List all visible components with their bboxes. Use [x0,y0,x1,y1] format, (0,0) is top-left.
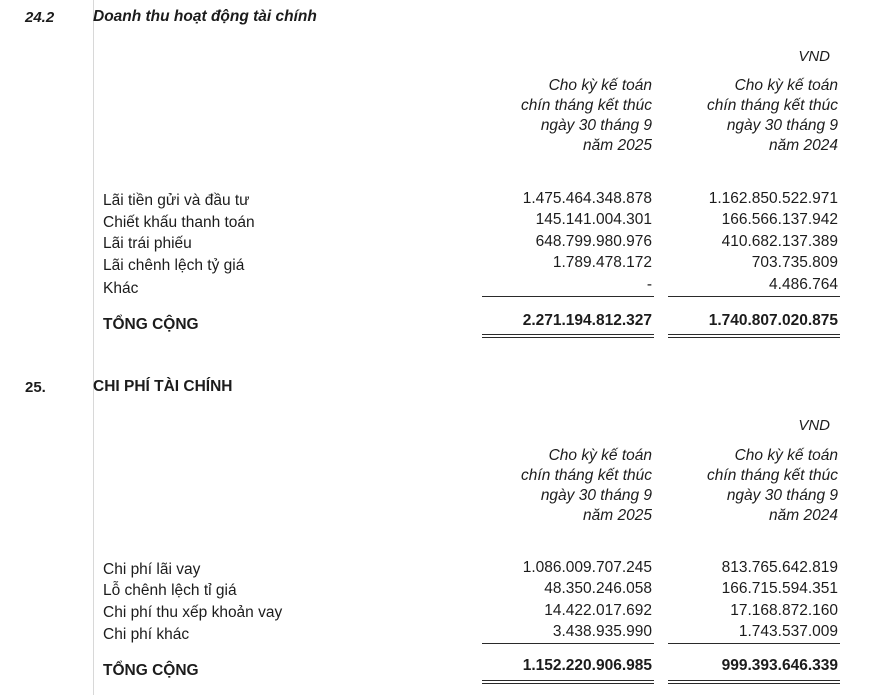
value-2024: 17.168.872.160 [730,602,838,619]
row-label: Khác [103,280,139,297]
value-2025: 3.438.935.990 [552,623,652,640]
total-2024: 1.740.807.020.875 [708,312,838,329]
section-number: 25. [25,379,46,396]
row-label: Chi phí thu xếp khoản vay [103,604,283,621]
currency-unit: VND [798,417,830,434]
currency-unit: VND [798,48,830,65]
total-2025: 2.271.194.812.327 [522,312,652,329]
section-title: Doanh thu hoạt động tài chính [93,8,317,25]
row-label: Lãi tiền gửi và đầu tư [103,192,250,209]
value-2024: 813.765.642.819 [721,559,838,576]
column-header-2025: Cho kỳ kế toán chín tháng kết thúc ngày 30 tháng 9 năm 2025 [521,77,652,154]
value-2025: - [646,276,652,293]
value-2024: 1.162.850.522.971 [708,190,838,207]
value-2024: 166.715.594.351 [721,580,838,597]
value-2025: 1.789.478.172 [552,254,652,271]
value-2024: 4.486.764 [769,276,838,293]
column-header-2024: Cho kỳ kế toán chín tháng kết thúc ngày 30 tháng 9 năm 2024 [707,447,838,524]
value-2024: 410.682.137.389 [721,233,838,250]
column-header-2024: Cho kỳ kế toán chín tháng kết thúc ngày 30 tháng 9 năm 2024 [707,77,838,154]
row-label: Lãi chênh lệch tỷ giá [103,257,245,274]
section-number: 24.2 [25,9,55,26]
column-header-2025: Cho kỳ kế toán chín tháng kết thúc ngày 30 tháng 9 năm 2025 [521,447,652,524]
value-2025: 1.086.009.707.245 [522,559,652,576]
value-2024: 166.566.137.942 [721,211,838,228]
total-2024: 999.393.646.339 [721,657,838,674]
row-label: Chi phí khác [103,626,190,643]
margin-line [93,0,94,695]
value-2025: 145.141.004.301 [535,211,652,228]
value-2025: 48.350.246.058 [544,580,652,597]
total-double-rule [482,334,654,338]
section-title: CHI PHÍ TÀI CHÍNH [93,378,233,395]
value-2025: 14.422.017.692 [544,602,652,619]
total-double-rule [668,334,840,338]
subtotal-rule [668,296,840,297]
total-double-rule [668,680,840,684]
value-2025: 648.799.980.976 [535,233,652,250]
value-2025: 1.475.464.348.878 [522,190,652,207]
value-2024: 1.743.537.009 [738,623,838,640]
value-2024: 703.735.809 [751,254,838,271]
total-label: TỔNG CỘNG [103,316,199,333]
total-double-rule [482,680,654,684]
row-label: Chiết khấu thanh toán [103,214,255,231]
total-label: TỔNG CỘNG [103,662,199,679]
row-label: Chi phí lãi vay [103,561,201,578]
subtotal-rule [482,643,654,644]
row-label: Lãi trái phiếu [103,235,192,252]
total-2025: 1.152.220.906.985 [522,657,652,674]
subtotal-rule [668,643,840,644]
subtotal-rule [482,296,654,297]
row-label: Lỗ chênh lệch tỉ giá [103,582,237,599]
